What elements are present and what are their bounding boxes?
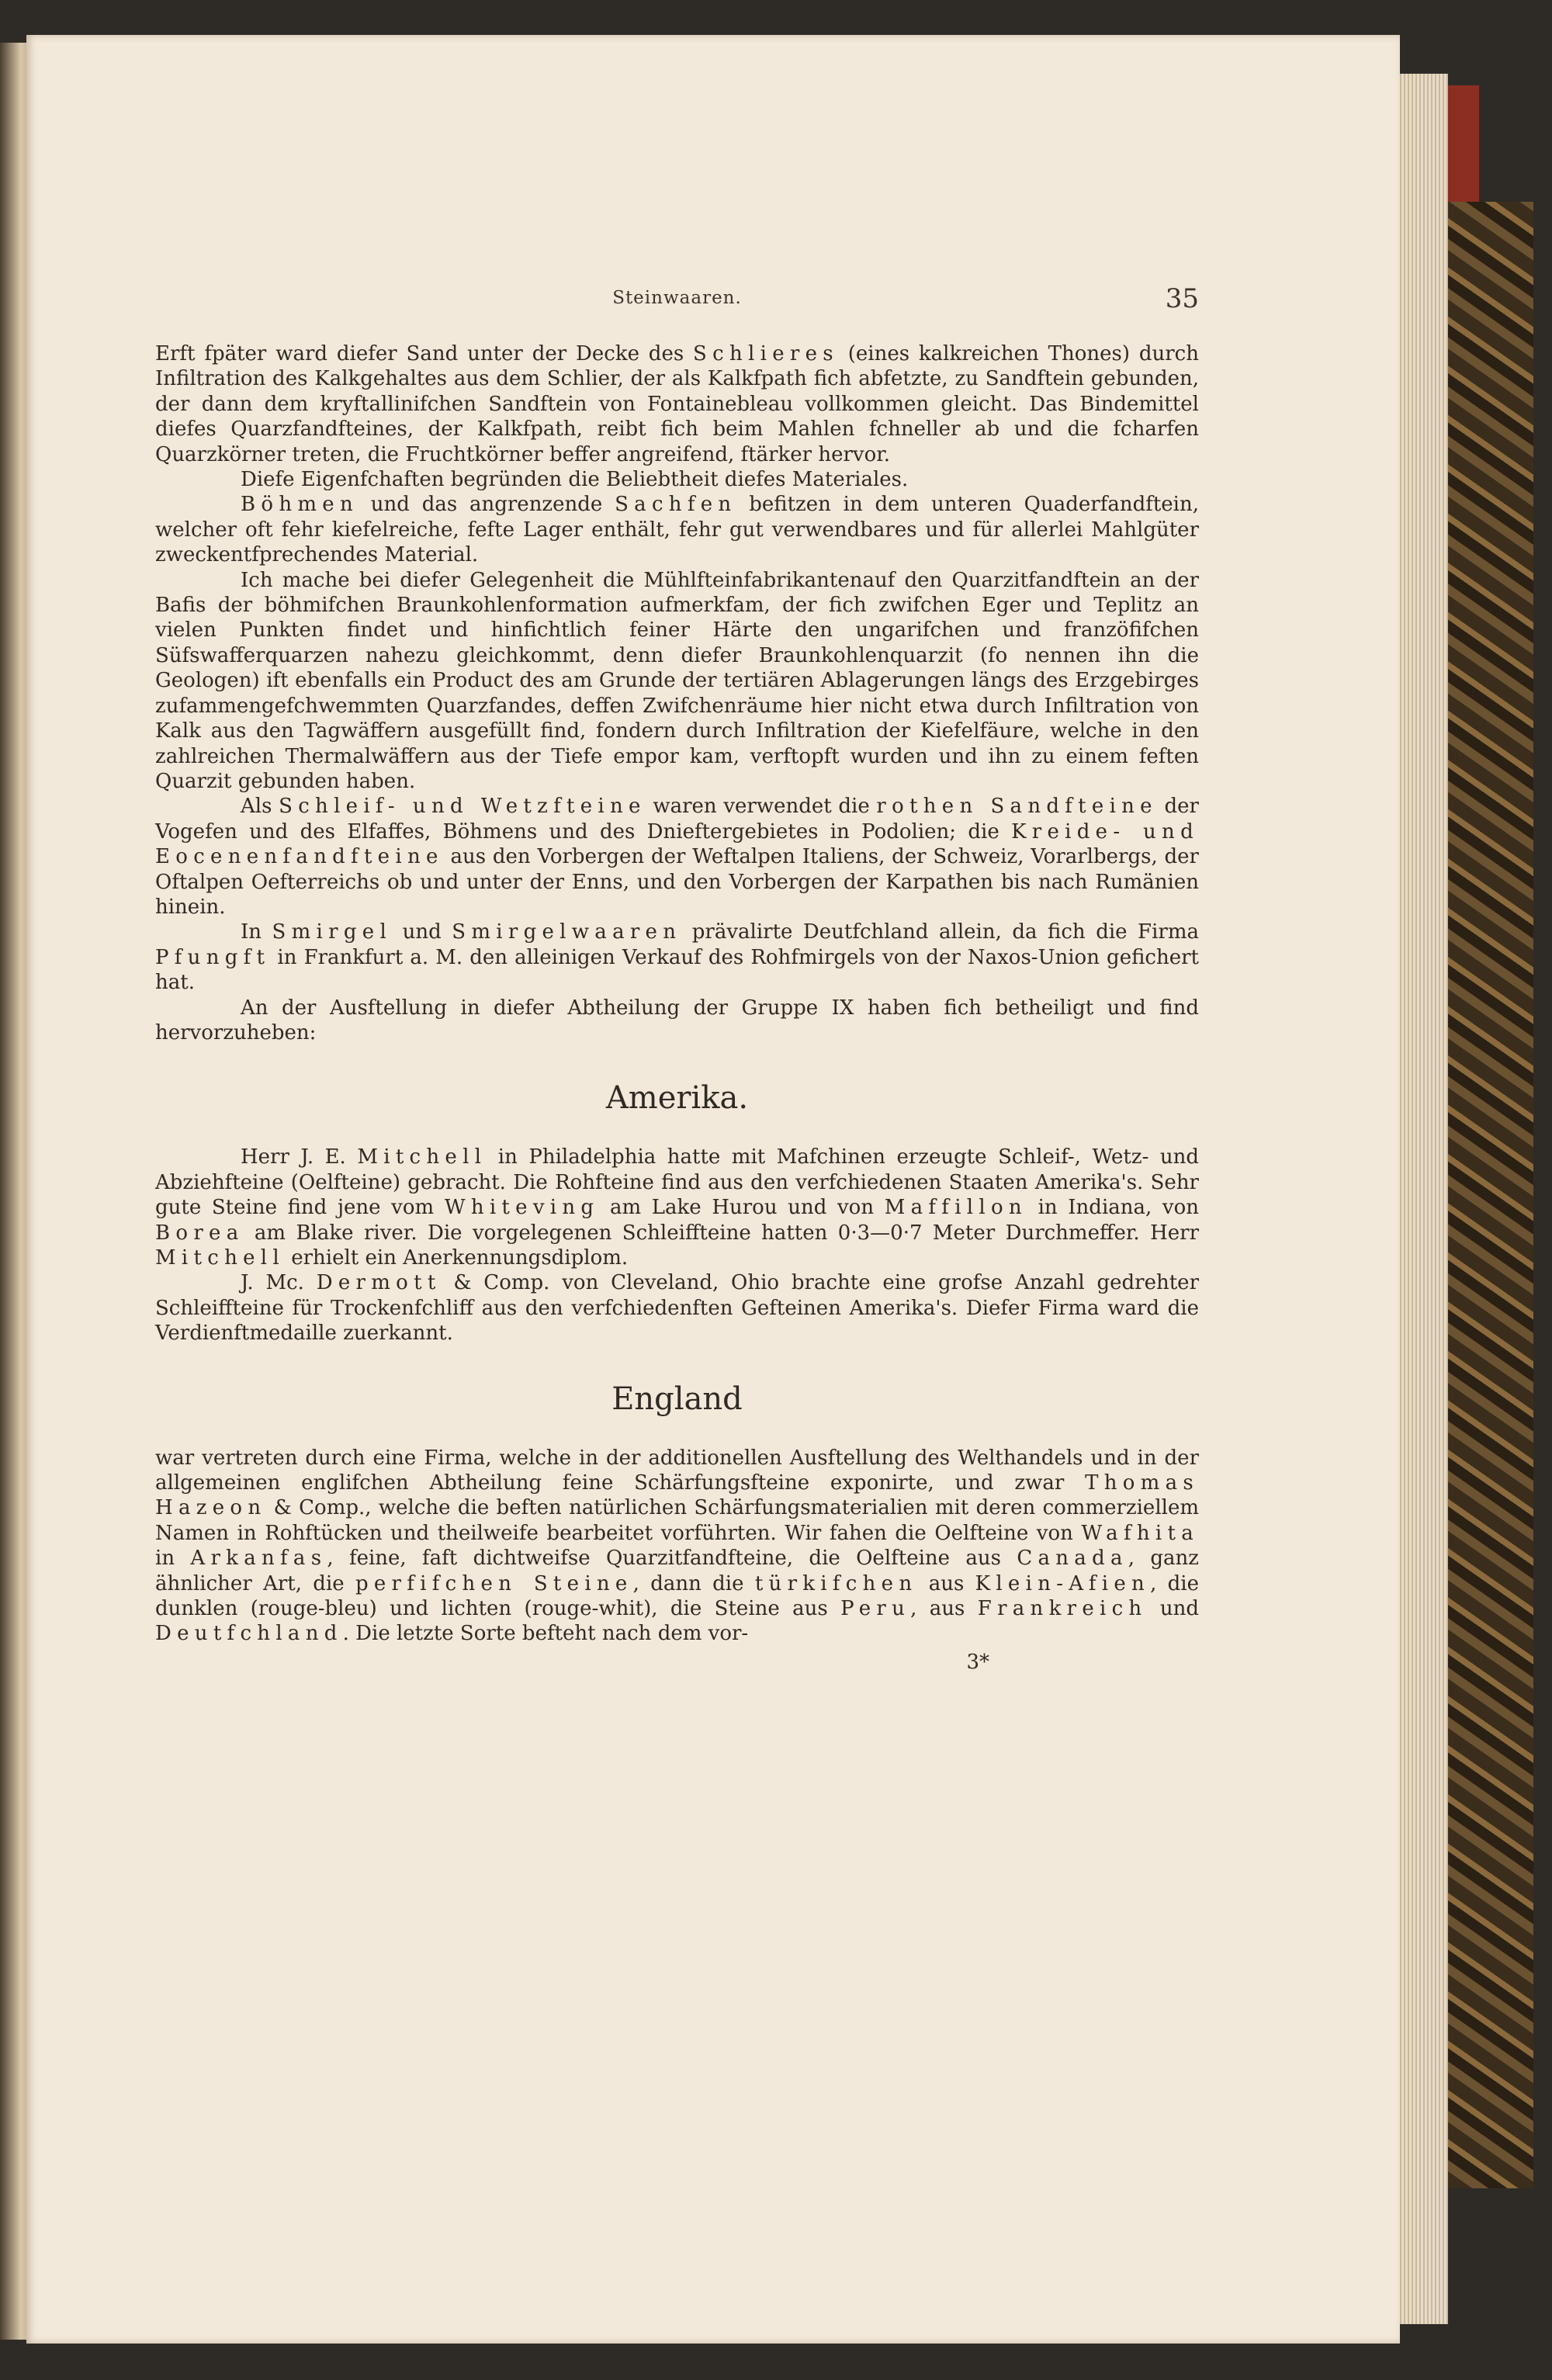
paragraph-5: Als Schleif- und Wetzfteine waren verwendet die rothen Sandfteine der Vogefen und des Elfaffes, Böhmens und des Dnieftergebietes in Podolien; die Kreide- und Eocenenfandfteine aus den Vorbergen der Weftalpen Italiens, der Schweiz, Vorarlbergs, der Oftalpen Oefterreichs ob und unter der Enns, und den Vorbergen der Karpathen bis nach Rumänien hinein.: [155, 795, 1199, 919]
left-page-edge: [0, 43, 29, 2340]
amerika-paragraph-2: J. Mc. Dermott & Comp. von Cleveland, Ohio brachte eine grofse Anzahl gedrehter Schleiffteine für Trockenfchliff aus den verfchiedenften Gefteinen Amerika's. Diefer Firma ward die Verdienftmedaille zuerkannt.: [155, 1271, 1200, 1346]
page-edges: [1400, 74, 1448, 2324]
signature-mark: 3*: [966, 1650, 989, 1674]
heading-amerika: Amerika.: [605, 1080, 749, 1117]
paragraph-3: Böhmen und das angrenzende Sachfen befitzen in dem unteren Quaderfandftein, welcher oft fehr kiefelreiche, fefte Lager enthält, fehr gut verwendbares und für allerlei Mahlgüter zweckentfprechendes Material.: [155, 493, 1199, 567]
running-title: Steinwaaren.: [612, 288, 742, 308]
paragraph-7: An der Ausftellung in diefer Abtheilung der Gruppe IX haben fich betheiligt und find hervorzuheben:: [155, 996, 1199, 1044]
paragraph-1: Erft fpäter ward diefer Sand unter der Decke des Schlieres (eines kalkreichen Thones) durch Infiltration des Kalkgehaltes aus dem Schlier, der als Kalkfpath fich abfetzte, zu Sandftein gebunden, der dann dem kryftallinifchen Sandftein von Fontainebleau vollkommen gleicht. Das Bindemittel diefes Quarzfandfteines, der Kalkfpath, reibt fich beim Mahlen fchneller ab und die fcharfen Quarzkörner treten, die Fruchtkörner beffer angreifend, ftärker hervor.: [155, 342, 1199, 466]
paragraph-2: Diefe Eigenfchaften begründen die Beliebtheit diefes Materiales.: [241, 468, 909, 492]
cover-leather-corner: [1448, 85, 1479, 210]
marbled-cover: [1448, 202, 1533, 2188]
heading-england: England: [611, 1381, 743, 1417]
running-head: [155, 283, 1199, 314]
amerika-paragraph-1: Herr J. E. Mitchell in Philadelphia hatte mit Mafchinen erzeugte Schleif-, Wetz- und Abziehfteine (Oelfteine) gebracht. Die Rohfteine find aus den verfchiedenen Staaten Amerika's. Sehr gute Steine find jene vom Whiteving am Lake Hurou und von Maffillon in Indiana, von Borea am Blake river. Die vorgelegenen Schleiffteine hatten 0·3—0·7 Meter Durchmeffer. Herr Mitchell erhielt ein Anerkennungsdiplom.: [155, 1145, 1199, 1270]
paragraph-6: In Smirgel und Smirgelwaaren prävalirte Deutfchland allein, da fich die Firma Pfungft in Frankfurt a. M. den alleinigen Verkauf des Rohfmirgels von der Naxos-Union gefichert hat.: [155, 920, 1199, 995]
page-body: [155, 341, 1199, 1675]
england-paragraph-1: war vertreten durch eine Firma, welche in der additionellen Ausftellung des Welthandels und in der allgemeinen englifchen Abtheilung feine Schärfungsfteine exponirte, und zwar Thomas Hazeon & Comp., welche die beften natürlichen Schärfungsmaterialien mit deren commerziellem Namen in Rohftücken und theilweife bearbeitet vorführten. Wir fahen die Oelfteine von Wafhita in Arkanfas, feine, faft dichtweifse Quarzitfandfteine, die Oelfteine aus Canada, ganz ähnlicher Art, die perfifchen Steine, dann die türkifchen aus Klein-Afien, die dunklen (rouge-bleu) und lichten (rouge-whit), die Steine aus Peru, aus Frankreich und Deutfchland. Die letzte Sorte befteht nach dem vor-: [155, 1446, 1199, 1646]
paragraph-4: Ich mache bei diefer Gelegenheit die Mühlfteinfabrikantenauf den Quarzitfandftein an der Bafis der böhmifchen Braunkohlenformation aufmerkfam, der fich zwifchen Eger und Teplitz an vielen Punkten findet und hinfichtlich feiner Härte den ungarifchen und franzöfifchen Süfswafferquarzen nahezu gleichkommt, denn diefer Braunkohlenquarzit (fo nennen ihn die Geologen) ift ebenfalls ein Product des am Grunde der tertiären Ablagerungen längs des Erzgebirges zufammengefchwemmten Quarzfandes, deffen Zwifchenräume hier nicht etwa durch Infiltration von Kalk aus den Tagwäffern ausgefüllt find, fondern durch Infiltration der Kiefelfäure, welche in den zahlreichen Thermalwäffern aus der Tiefe empor kam, verftopft wurden und ihn zu einem feften Quarzit gebunden haben.: [155, 568, 1199, 793]
page-number: 35: [1165, 283, 1199, 314]
